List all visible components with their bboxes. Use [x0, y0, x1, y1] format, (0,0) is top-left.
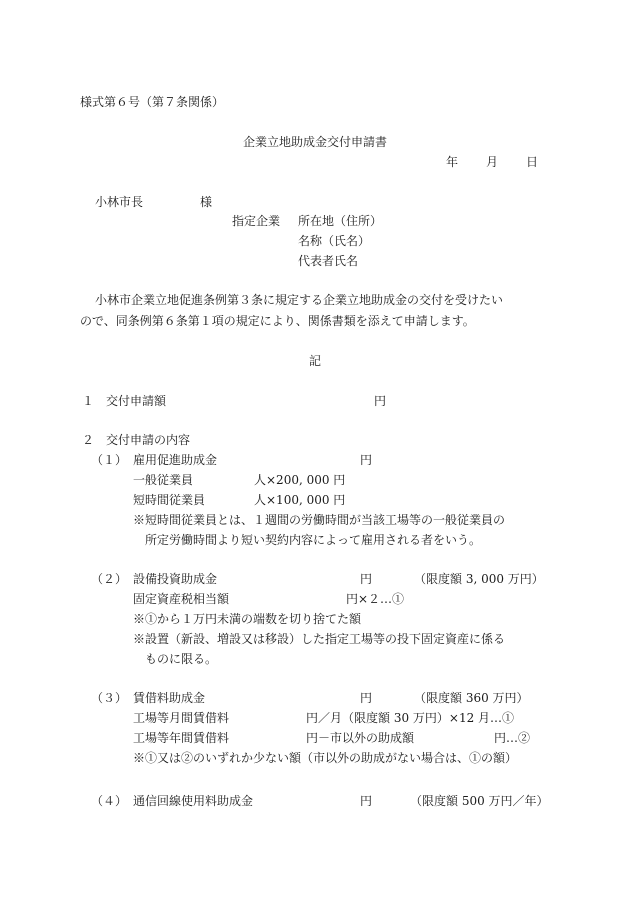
- s4-label: 通信回線使用料助成金: [133, 794, 254, 808]
- s1-label: 雇用促進助成金: [133, 453, 218, 467]
- s1-short-rate: 人×100, 000 円: [254, 493, 346, 507]
- s1-general-rate: 人×200, 000 円: [254, 473, 346, 487]
- section1-number: １: [82, 394, 95, 408]
- date-day: 日: [526, 155, 539, 169]
- s3-note-line1: ※①又は②のいずれか少ない額（市以外の助成がない場合は、①の額）: [133, 751, 518, 765]
- s2-limit: （限度額 3, 000 万円）: [414, 572, 544, 586]
- s3-monthly-formula: 円／月（限度額 30 万円）×12 月…①: [306, 711, 515, 725]
- s2-number: （２）: [91, 572, 128, 586]
- s1-unit: 円: [360, 453, 373, 467]
- s3-number: （３）: [91, 691, 128, 705]
- s2-note-line1: ※①から１万円未満の端数を切り捨てた額: [133, 612, 362, 626]
- section1-label: 交付申請額: [106, 394, 167, 408]
- s3-annual-result: 円…②: [494, 731, 531, 745]
- s3-monthly-label: 工場等月間賃借料: [133, 711, 230, 725]
- s3-unit: 円: [360, 691, 373, 705]
- s3-annual-formula: 円－市以外の助成額: [306, 731, 415, 745]
- s3-label: 賃借料助成金: [133, 691, 206, 705]
- applicant-rep-label: 代表者氏名: [298, 254, 359, 268]
- s2-note-line2: ※設置（新設、増設又は移設）した指定工場等の投下固定資産に係る: [133, 632, 506, 646]
- s4-number: （４）: [91, 794, 128, 808]
- s1-number: （１）: [91, 453, 128, 467]
- applicant-role: 指定企業: [232, 214, 281, 228]
- date-year: 年: [446, 155, 459, 169]
- applicant-name-label: 名称（氏名）: [298, 234, 371, 248]
- date-month: 月: [486, 155, 499, 169]
- ki-heading: 記: [308, 354, 321, 368]
- s2-label: 設備投資助成金: [133, 572, 218, 586]
- s4-unit: 円: [360, 794, 373, 808]
- body-text-line1: 小林市企業立地促進条例第３条に規定する企業立地助成金の交付を受けたい: [95, 293, 504, 307]
- section2-number: ２: [82, 433, 95, 447]
- applicant-address-label: 所在地（住所）: [298, 214, 383, 228]
- s3-annual-label: 工場等年間賃借料: [133, 731, 230, 745]
- s2-tax-formula: 円×２…①: [346, 592, 405, 606]
- form-label: 様式第６号（第７条関係）: [80, 95, 225, 109]
- s3-limit: （限度額 360 万円）: [414, 691, 529, 705]
- body-text-line2: ので、同条例第６条第１項の規定により、関係書類を添えて申請します。: [80, 314, 475, 328]
- s1-general-label: 一般従業員: [133, 473, 194, 487]
- s4-limit: （限度額 500 万円／年）: [410, 794, 549, 808]
- s2-tax-label: 固定資産税相当額: [133, 592, 230, 606]
- section2-label: 交付申請の内容: [106, 433, 191, 447]
- document-title: 企業立地助成金交付申請書: [242, 135, 387, 149]
- addressee-honorific: 様: [200, 195, 213, 209]
- s1-note-line2: 所定労働時間より短い契約内容によって雇用される者をいう。: [145, 533, 482, 547]
- addressee-name: 小林市長: [95, 195, 144, 209]
- s1-note-line1: ※短時間従業員とは、１週間の労働時間が当該工場等の一般従業員の: [133, 513, 506, 527]
- s2-unit: 円: [360, 572, 373, 586]
- s1-short-label: 短時間従業員: [133, 493, 206, 507]
- section1-unit: 円: [374, 394, 387, 408]
- s2-note-line3: ものに限る。: [145, 652, 218, 666]
